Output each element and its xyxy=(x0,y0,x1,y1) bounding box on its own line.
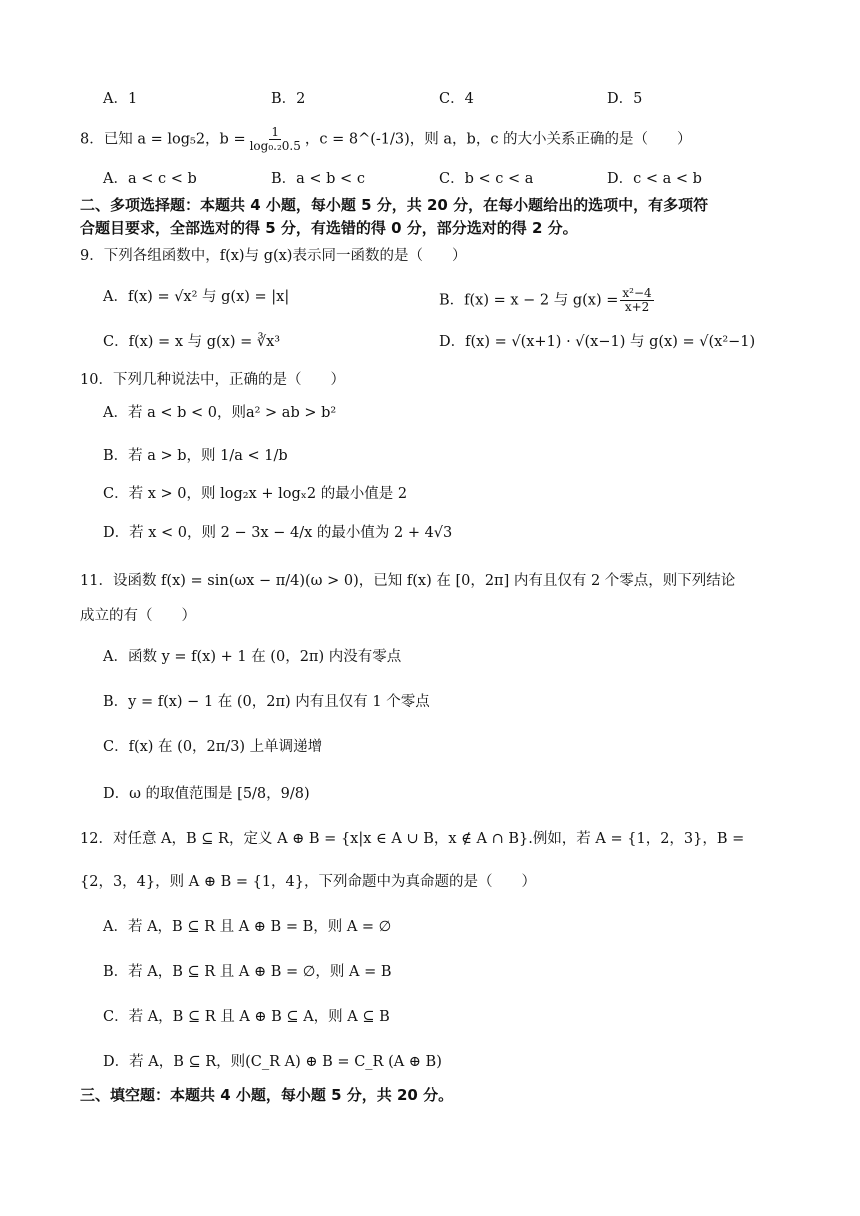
q9-option-b xyxy=(439,287,656,314)
q11-stem-line2: 成立的有（ ） xyxy=(80,608,196,624)
q8-option-b: B．a < b < c xyxy=(271,171,365,187)
q8-b-den: log₀.₂0.5 xyxy=(249,139,301,153)
q9-option-b-pre: B．f(x) = x − 2 与 g(x) = xyxy=(439,292,619,309)
q12-option-a: A．若 A，B ⊆ R 且 A ⊕ B = B，则 A = ∅ xyxy=(103,919,392,935)
q7-option-a: A．1 xyxy=(103,91,138,107)
q8-option-a: A．a < c < b xyxy=(103,171,197,187)
q10-stem: 10．下列几种说法中，正确的是（ ） xyxy=(80,372,345,388)
q9-option-b-num: x²−4 xyxy=(622,286,652,300)
q8-b-num: 1 xyxy=(271,125,280,139)
section3-heading: 三、填空题：本题共 4 小题，每小题 5 分，共 20 分。 xyxy=(80,1086,454,1104)
q9-option-d: D．f(x) = √(x+1) · √(x−1) 与 g(x) = √(x²−1) xyxy=(439,334,756,350)
q10-option-d: D．若 x < 0，则 2 − 3x − 4/x 的最小值为 2 + 4√3 xyxy=(103,525,453,541)
section2-heading-line1: 二、多项选择题：本题共 4 小题，每小题 5 分，共 20 分，在每小题给出的选项中，有多项符 xyxy=(80,196,709,214)
q7-option-b: B．2 xyxy=(271,91,306,107)
q10-option-b: B．若 a > b，则 1/a < 1/b xyxy=(103,448,288,464)
q8-option-c: C．b < c < a xyxy=(439,171,534,187)
q8-number: 8．已知 xyxy=(80,131,138,148)
q11-option-a: A．函数 y = f(x) + 1 在 (0，2π) 内没有零点 xyxy=(103,649,402,665)
q9-option-b-fraction xyxy=(620,287,653,314)
q12-option-d: D．若 A，B ⊆ R，则(C_R A) ⊕ B = C_R (A ⊕ B) xyxy=(103,1054,442,1070)
q7-option-d: D．5 xyxy=(607,91,643,107)
q11-option-b: B．y = f(x) − 1 在 (0，2π) 内有且仅有 1 个零点 xyxy=(103,694,430,710)
q8-b-pre: b = xyxy=(219,131,246,148)
q12-stem-line2: {2，3，4}，则 A ⊕ B = {1，4}，下列命题中为真命题的是（ ） xyxy=(80,874,536,890)
q8-b-fraction xyxy=(248,126,303,153)
q8-tail: 则 a，b，c 的大小关系正确的是（ ） xyxy=(424,131,692,148)
q9-option-c: C．f(x) = x 与 g(x) = ∛x³ xyxy=(103,334,281,350)
q8-c-def: ，c = 8^(-1/3)， xyxy=(304,131,425,148)
q7-option-c: C．4 xyxy=(439,91,474,107)
q11-option-d: D．ω 的取值范围是 [5/8，9/8) xyxy=(103,786,310,802)
q8-a-def: a = log₅2， xyxy=(137,131,220,148)
q8-option-d: D．c < a < b xyxy=(607,171,702,187)
q9-option-a: A．f(x) = √x² 与 g(x) = |x| xyxy=(103,289,290,305)
q10-option-a: A．若 a < b < 0，则a² > ab > b² xyxy=(103,405,337,421)
q11-stem-line1: 11．设函数 f(x) = sin(ωx − π/4)(ω > 0)，已知 f(x) 在 [0，2π] 内有且仅有 2 个零点，则下列结论 xyxy=(80,573,736,589)
q8-stem xyxy=(80,126,692,153)
section2-heading-line2: 合题目要求，全部选对的得 5 分，有选错的得 0 分，部分选对的得 2 分。 xyxy=(80,219,578,237)
q11-option-c: C．f(x) 在 (0，2π/3) 上单调递增 xyxy=(103,739,323,755)
q9-stem: 9．下列各组函数中，f(x)与 g(x)表示同一函数的是（ ） xyxy=(80,248,467,264)
q12-option-b: B．若 A，B ⊆ R 且 A ⊕ B = ∅，则 A = B xyxy=(103,964,392,980)
q12-stem-line1: 12．对任意 A，B ⊆ R，定义 A ⊕ B = {x|x ∈ A ∪ B，x ∉ A ∩ B}.例如，若 A = {1，2，3}，B = xyxy=(80,831,745,847)
q10-option-c: C．若 x > 0，则 log₂x + logₓ2 的最小值是 2 xyxy=(103,486,408,502)
q9-option-b-den: x+2 xyxy=(624,300,650,314)
q12-option-c: C．若 A，B ⊆ R 且 A ⊕ B ⊆ A，则 A ⊆ B xyxy=(103,1009,390,1025)
